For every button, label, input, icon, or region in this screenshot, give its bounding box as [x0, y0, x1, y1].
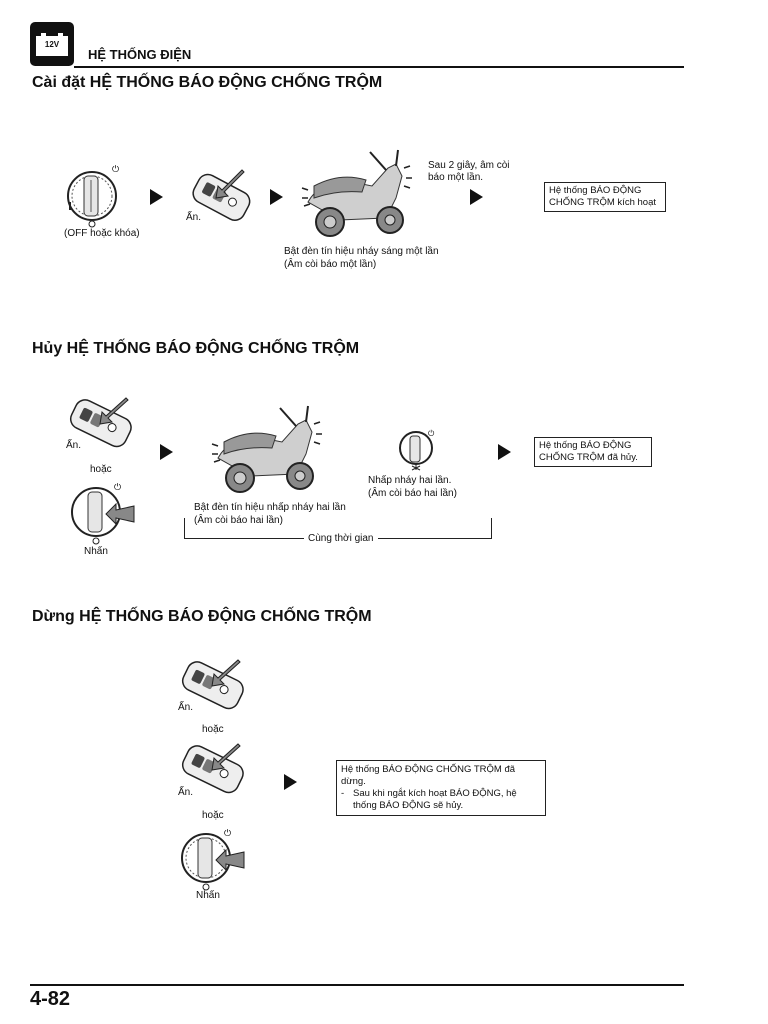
section2-title: Hủy HỆ THỐNG BÁO ĐỘNG CHỐNG TRỘM: [32, 340, 360, 357]
turn-signal-caption-line1: Bật đèn tín hiệu nháy sáng một lần: [284, 246, 439, 257]
flow-arrow-icon: [284, 774, 297, 790]
turn-signal-twice-caption-line1: Bật đèn tín hiệu nhấp nháy hai lần: [194, 502, 346, 513]
ignition-switch-press-illustration: [66, 480, 136, 546]
section3-title: Dừng HỆ THỐNG BÁO ĐỘNG CHỐNG TRỘM: [32, 608, 372, 625]
result-stopped-line1: Hệ thống BÁO ĐỘNG CHỐNG TRỘM đã dừng.: [341, 764, 516, 787]
ignition-switch-off-illustration: [64, 162, 120, 230]
svg-text:⏻: ⏻: [428, 429, 435, 438]
scooter-illustration: [210, 402, 328, 498]
switch-off-caption: (OFF hoặc khóa): [64, 228, 140, 239]
result-cancelled-line2: CHỐNG TRỘM đã hủy.: [539, 452, 638, 463]
result-cancelled-line1: Hệ thống BÁO ĐỘNG: [539, 440, 632, 451]
remote-press-caption: Ấn.: [186, 212, 202, 223]
scooter-illustration: [300, 146, 418, 242]
remote-press-caption: Ấn.: [178, 787, 194, 798]
result-stopped-bullet: -: [341, 788, 345, 799]
flow-arrow-icon: [150, 189, 163, 205]
flow-arrow-icon: [470, 189, 483, 205]
delay-note-line2: báo một lần.: [428, 172, 484, 183]
flow-arrow-icon: [270, 189, 283, 205]
header-icon-box: [30, 22, 74, 66]
header-rule: [74, 66, 684, 68]
section1-title: Cài đặt HỆ THỐNG BÁO ĐỘNG CHỐNG TRỘM: [32, 74, 383, 91]
svg-text:⏻: ⏻: [112, 165, 120, 175]
indicator-caption-line2: (Âm còi báo hai lần): [368, 488, 457, 499]
remote-press-caption: Ấn.: [66, 440, 82, 451]
or-label: hoặc: [202, 810, 224, 821]
or-label: hoặc: [90, 464, 112, 475]
indicator-light-illustration: [396, 428, 440, 472]
flow-arrow-icon: [498, 444, 511, 460]
footer-rule: [30, 984, 684, 986]
flow-arrow-icon: [160, 444, 173, 460]
turn-signal-twice-caption-line2: (Âm còi báo hai lần): [194, 515, 283, 526]
result-activated-line2: CHỐNG TRỘM kích hoạt: [549, 197, 656, 208]
switch-press-caption: Nhấn: [196, 890, 220, 901]
result-activated-line1: Hệ thống BÁO ĐỘNG: [549, 185, 642, 196]
remote-press-caption: Ấn.: [178, 702, 194, 713]
battery-icon: [36, 36, 68, 56]
turn-signal-caption-line2: (Âm còi báo một lần): [284, 259, 377, 270]
chapter-title: HỆ THỐNG ĐIỆN: [88, 47, 192, 62]
page-number: 4-82: [30, 988, 71, 1010]
svg-text:⏻: ⏻: [114, 483, 122, 493]
result-box-stopped: [336, 760, 546, 816]
result-box-cancelled: [534, 437, 652, 467]
result-stopped-line2: Sau khi ngắt kích hoạt BÁO ĐỘNG, hệ: [353, 788, 517, 799]
ignition-switch-press-illustration: [176, 826, 246, 892]
indicator-caption-line1: Nhấp nháy hai lần.: [368, 475, 452, 486]
switch-press-caption: Nhấn: [84, 546, 108, 557]
battery-label: 12V: [44, 40, 60, 49]
result-stopped-line3: thống BÁO ĐỘNG sẽ hủy.: [353, 800, 464, 811]
delay-note-line1: Sau 2 giây, âm còi: [428, 160, 510, 171]
result-box-activated: [544, 182, 666, 212]
svg-text:⏻: ⏻: [224, 829, 232, 839]
or-label: hoặc: [202, 724, 224, 735]
same-time-label: Cùng thời gian: [304, 533, 378, 545]
smart-key-remote-illustration: [184, 164, 256, 236]
